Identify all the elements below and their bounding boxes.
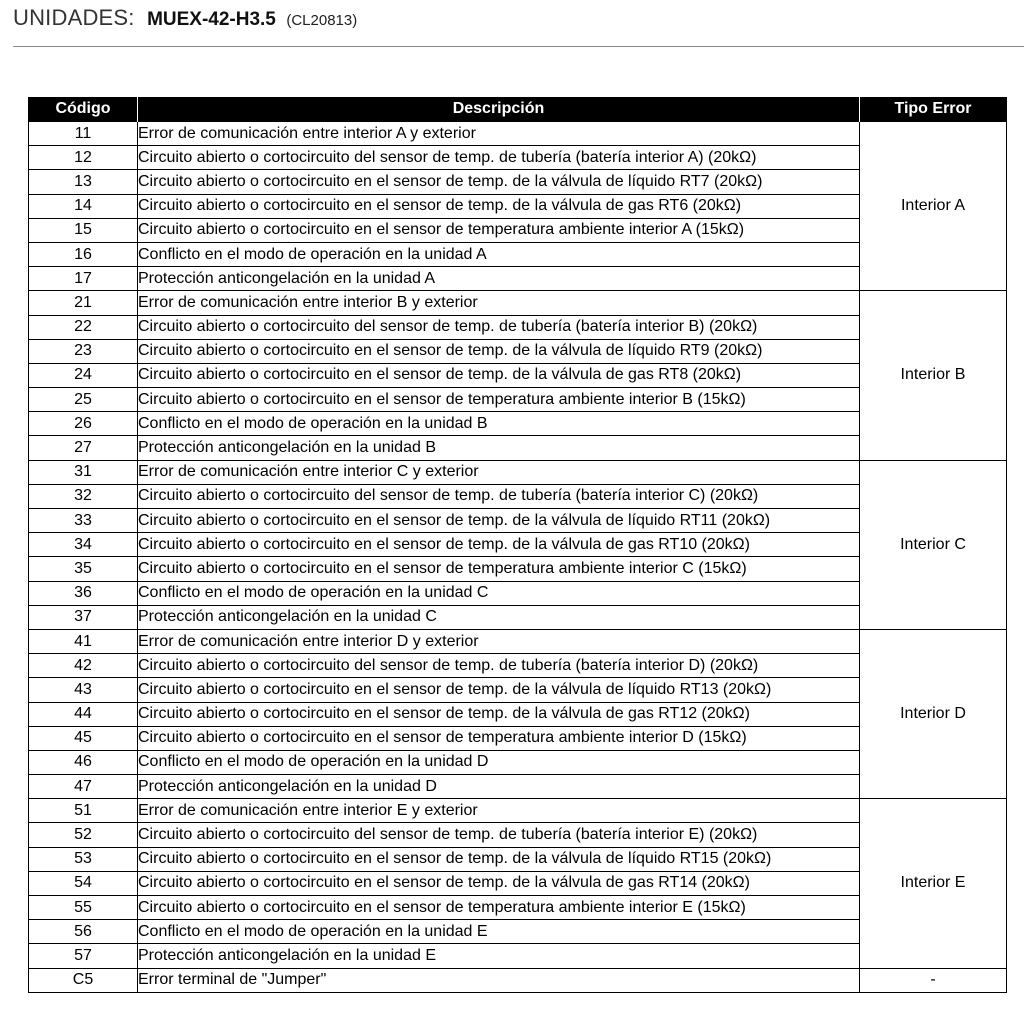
error-code-cell: 54 <box>29 871 138 895</box>
table-row <box>29 460 1007 484</box>
error-description-cell: Circuito abierto o cortocircuito en el sensor de temp. de la válvula de líquido RT9 (20kΩ) <box>138 339 860 363</box>
error-code-cell: 47 <box>29 775 138 799</box>
table-header <box>29 97 1007 122</box>
error-description-cell: Error de comunicación entre interior E y exterior <box>138 799 860 823</box>
error-code-cell: 12 <box>29 146 138 170</box>
error-code-cell: 16 <box>29 242 138 266</box>
error-code-cell: 22 <box>29 315 138 339</box>
error-description-cell: Circuito abierto o cortocircuito en el sensor de temperatura ambiente interior D (15kΩ) <box>138 726 860 750</box>
error-type-cell: Interior A <box>860 122 1007 291</box>
error-description-cell: Circuito abierto o cortocircuito del sensor de temp. de tubería (batería interior B) (20kΩ) <box>138 315 860 339</box>
error-description-cell: Circuito abierto o cortocircuito en el sensor de temp. de la válvula de gas RT12 (20kΩ) <box>138 702 860 726</box>
error-description-cell: Error terminal de "Jumper" <box>138 968 860 992</box>
document-header <box>13 5 357 33</box>
error-description-cell: Circuito abierto o cortocircuito en el sensor de temp. de la válvula de líquido RT7 (20kΩ) <box>138 170 860 194</box>
table-row <box>29 799 1007 823</box>
error-description-cell: Protección anticongelación en la unidad E <box>138 944 860 968</box>
error-description-cell: Circuito abierto o cortocircuito en el sensor de temp. de la válvula de líquido RT11 (20kΩ) <box>138 509 860 533</box>
error-description-cell: Error de comunicación entre interior D y exterior <box>138 629 860 653</box>
error-code-cell: 14 <box>29 194 138 218</box>
table-row <box>29 968 1007 992</box>
column-header-code: Código <box>29 97 138 122</box>
error-description-cell: Error de comunicación entre interior B y exterior <box>138 291 860 315</box>
error-code-cell: 36 <box>29 581 138 605</box>
error-code-cell: 11 <box>29 122 138 146</box>
error-code-cell: 33 <box>29 509 138 533</box>
error-description-cell: Conflicto en el modo de operación en la unidad D <box>138 750 860 774</box>
table-row <box>29 291 1007 315</box>
error-code-cell: 45 <box>29 726 138 750</box>
error-description-cell: Circuito abierto o cortocircuito en el sensor de temp. de la válvula de gas RT6 (20kΩ) <box>138 194 860 218</box>
error-description-cell: Circuito abierto o cortocircuito en el sensor de temp. de la válvula de gas RT10 (20kΩ) <box>138 533 860 557</box>
header-document-code: (CL20813) <box>286 12 358 29</box>
error-description-cell: Circuito abierto o cortocircuito del sensor de temp. de tubería (batería interior E) (20kΩ) <box>138 823 860 847</box>
error-description-cell: Error de comunicación entre interior C y exterior <box>138 460 860 484</box>
error-description-cell: Circuito abierto o cortocircuito en el sensor de temp. de la válvula de gas RT14 (20kΩ) <box>138 871 860 895</box>
error-code-cell: 27 <box>29 436 138 460</box>
error-code-cell: 53 <box>29 847 138 871</box>
error-description-cell: Circuito abierto o cortocircuito del sensor de temp. de tubería (batería interior C) (20kΩ) <box>138 484 860 508</box>
error-description-cell: Circuito abierto o cortocircuito en el sensor de temperatura ambiente interior A (15kΩ) <box>138 218 860 242</box>
error-description-cell: Conflicto en el modo de operación en la unidad C <box>138 581 860 605</box>
error-code-cell: 41 <box>29 629 138 653</box>
error-code-cell: 15 <box>29 218 138 242</box>
error-code-cell: 24 <box>29 363 138 387</box>
error-code-cell: 52 <box>29 823 138 847</box>
error-description-cell: Protección anticongelación en la unidad B <box>138 436 860 460</box>
error-description-cell: Circuito abierto o cortocircuito del sensor de temp. de tubería (batería interior D) (20kΩ) <box>138 654 860 678</box>
error-type-cell: Interior C <box>860 460 1007 629</box>
error-description-cell: Error de comunicación entre interior A y exterior <box>138 122 860 146</box>
error-type-cell: - <box>860 968 1007 992</box>
error-description-cell: Circuito abierto o cortocircuito en el sensor de temp. de la válvula de líquido RT15 (20kΩ) <box>138 847 860 871</box>
error-code-cell: 17 <box>29 267 138 291</box>
error-description-cell: Circuito abierto o cortocircuito en el sensor de temperatura ambiente interior C (15kΩ) <box>138 557 860 581</box>
error-description-cell: Conflicto en el modo de operación en la unidad A <box>138 242 860 266</box>
error-code-cell: 55 <box>29 896 138 920</box>
error-code-cell: 44 <box>29 702 138 726</box>
header-prefix: UNIDADES: <box>13 5 135 30</box>
error-description-cell: Protección anticongelación en la unidad A <box>138 267 860 291</box>
error-description-cell: Conflicto en el modo de operación en la unidad B <box>138 412 860 436</box>
error-description-cell: Circuito abierto o cortocircuito en el sensor de temperatura ambiente interior B (15kΩ) <box>138 388 860 412</box>
error-code-cell: 32 <box>29 484 138 508</box>
error-description-cell: Conflicto en el modo de operación en la unidad E <box>138 920 860 944</box>
error-description-cell: Protección anticongelación en la unidad C <box>138 605 860 629</box>
column-header-description: Descripción <box>138 97 860 122</box>
error-code-cell: 51 <box>29 799 138 823</box>
header-divider <box>13 46 1024 47</box>
table-header-row <box>29 97 1007 122</box>
error-type-cell: Interior E <box>860 799 1007 968</box>
table-row <box>29 629 1007 653</box>
error-code-cell: 57 <box>29 944 138 968</box>
error-description-cell: Circuito abierto o cortocircuito en el sensor de temp. de la válvula de gas RT8 (20kΩ) <box>138 363 860 387</box>
table-row <box>29 122 1007 146</box>
error-description-cell: Protección anticongelación en la unidad D <box>138 775 860 799</box>
error-code-cell: 46 <box>29 750 138 774</box>
error-code-cell: 34 <box>29 533 138 557</box>
error-description-cell: Circuito abierto o cortocircuito en el sensor de temperatura ambiente interior E (15kΩ) <box>138 896 860 920</box>
error-type-cell: Interior D <box>860 629 1007 798</box>
header-model: MUEX-42-H3.5 <box>147 9 276 30</box>
error-code-cell: 13 <box>29 170 138 194</box>
error-code-cell: 23 <box>29 339 138 363</box>
error-code-cell: 25 <box>29 388 138 412</box>
error-code-cell: 31 <box>29 460 138 484</box>
error-code-cell: 43 <box>29 678 138 702</box>
error-type-cell: Interior B <box>860 291 1007 460</box>
error-code-cell: 35 <box>29 557 138 581</box>
error-description-cell: Circuito abierto o cortocircuito del sensor de temp. de tubería (batería interior A) (20kΩ) <box>138 146 860 170</box>
error-description-cell: Circuito abierto o cortocircuito en el sensor de temp. de la válvula de líquido RT13 (20kΩ) <box>138 678 860 702</box>
table-body <box>29 122 1007 993</box>
error-code-cell: 26 <box>29 412 138 436</box>
column-header-error-type: Tipo Error <box>860 97 1007 122</box>
error-codes-table <box>28 97 1007 993</box>
error-code-cell: 56 <box>29 920 138 944</box>
error-code-cell: 42 <box>29 654 138 678</box>
error-code-cell: C5 <box>29 968 138 992</box>
error-code-cell: 37 <box>29 605 138 629</box>
error-code-cell: 21 <box>29 291 138 315</box>
